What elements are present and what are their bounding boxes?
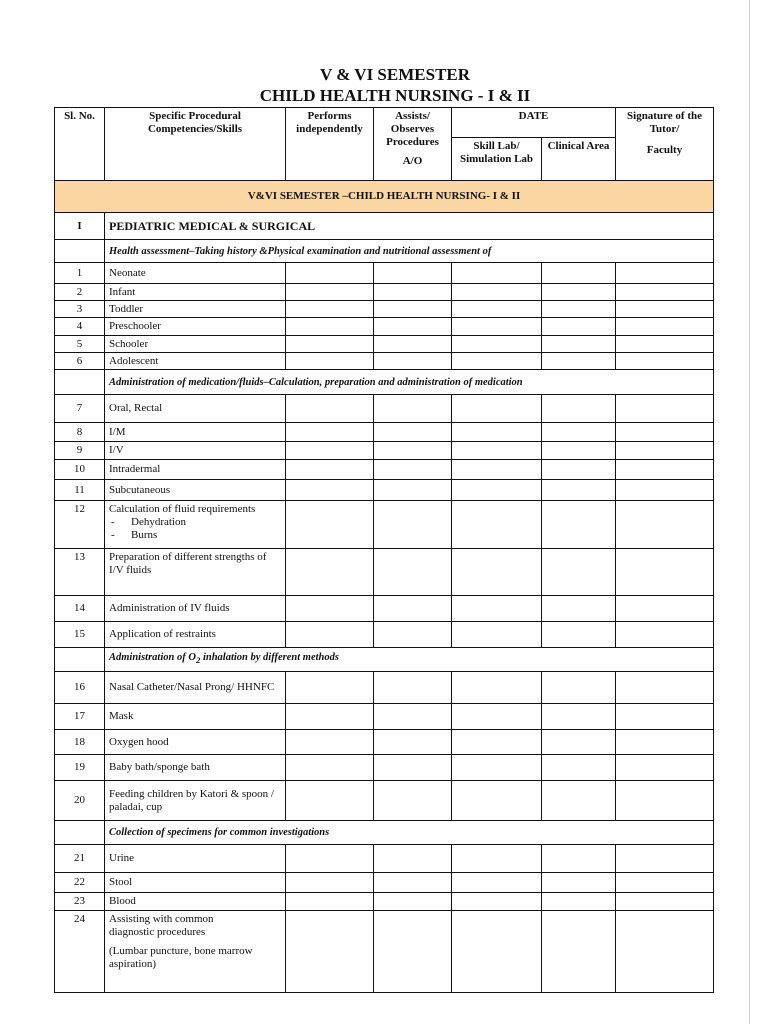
- competency-table: [54, 107, 714, 993]
- row-skill: Preschooler: [105, 318, 286, 336]
- header-clinical: Clinical Area: [542, 138, 616, 181]
- dash-item: - Burns: [111, 529, 158, 541]
- row-number: 11: [55, 480, 105, 501]
- row-skill: [105, 911, 286, 993]
- row-skill: Application of restraints: [105, 622, 286, 648]
- page-edge: [749, 0, 750, 1024]
- row-skill: Mask: [105, 704, 286, 730]
- row-skill: I/V: [105, 442, 286, 460]
- row-number: 23: [55, 893, 105, 911]
- row-skill: Oral, Rectal: [105, 395, 286, 423]
- row-number: 2: [55, 284, 105, 301]
- row-number: 16: [55, 672, 105, 704]
- row-skill: Urine: [105, 845, 286, 873]
- page-title: V & VI SEMESTER: [319, 65, 471, 84]
- subheading-oxygen: Administration of $O_2$ inhalation by different methods: [105, 648, 714, 672]
- header-date: DATE: [452, 108, 616, 138]
- row-number: 20: [55, 781, 105, 821]
- row-skill: Subcutaneous: [105, 480, 286, 501]
- row-number: 8: [55, 423, 105, 442]
- page-subtitle: CHILD HEALTH NURSING - I & II: [259, 86, 531, 105]
- row-number: 13: [55, 549, 105, 596]
- header-signature-label: Signature of the Tutor/: [627, 110, 702, 135]
- row-skill: Stool: [105, 873, 286, 893]
- header-ao: A/O: [402, 155, 423, 167]
- header-assists-label: Assists/ Observes Procedures: [386, 110, 439, 148]
- row-skill: Toddler: [105, 301, 286, 318]
- row-number: 5: [55, 336, 105, 353]
- row-skill: Nasal Catheter/Nasal Prong/ HHNFC: [105, 672, 286, 704]
- row-number: 1: [55, 263, 105, 284]
- row-skill: Infant: [105, 284, 286, 301]
- row-skill: Schooler: [105, 336, 286, 353]
- row-skill: I/M: [105, 423, 286, 442]
- subheading-medication: Administration of medication/fluids–Calculation, preparation and administration of medication: [105, 370, 714, 395]
- row-number: 19: [55, 755, 105, 781]
- row-number: 9: [55, 442, 105, 460]
- row-skill: Baby bath/sponge bath: [105, 755, 286, 781]
- subheading-health-assessment: Health assessment–Taking history &Physical examination and nutritional assessment of: [105, 240, 714, 263]
- row-number: 21: [55, 845, 105, 873]
- row-number: 10: [55, 460, 105, 480]
- row-number: 6: [55, 353, 105, 370]
- row-skill: Preparation of different strengths of I/V fluids: [105, 549, 286, 596]
- row-number: 17: [55, 704, 105, 730]
- section-number: I: [55, 213, 105, 240]
- row-number: 24: [55, 911, 105, 993]
- row-skill-note: (Lumbar puncture, bone marrow aspiration): [109, 945, 253, 970]
- row-skill: Oxygen hood: [105, 730, 286, 755]
- subheading-specimens: Collection of specimens for common investigations: [105, 821, 714, 845]
- row-number: 18: [55, 730, 105, 755]
- header-skills: Specific Procedural Competencies/Skills: [105, 108, 286, 181]
- row-number: 14: [55, 596, 105, 622]
- header-skill-lab: Skill Lab/ Simulation Lab: [452, 138, 542, 181]
- row-skill-label: Assisting with common diagnostic procedures: [109, 913, 214, 938]
- row-number: 22: [55, 873, 105, 893]
- row-skill-label: Calculation of fluid requirements: [109, 503, 256, 515]
- row-skill: Administration of IV fluids: [105, 596, 286, 622]
- header-performs: Performs independently: [286, 108, 374, 181]
- row-skill: Blood: [105, 893, 286, 911]
- header-sl-no: Sl. No.: [55, 108, 105, 181]
- row-skill: Intradermal: [105, 460, 286, 480]
- row-number: 7: [55, 395, 105, 423]
- row-skill: Adolescent: [105, 353, 286, 370]
- row-number: 4: [55, 318, 105, 336]
- row-number: 12: [55, 501, 105, 549]
- row-skill: [105, 501, 286, 549]
- header-signature: [616, 108, 714, 181]
- row-skill: Feeding children by Katori & spoon / paladai, cup: [105, 781, 286, 821]
- row-number: 15: [55, 622, 105, 648]
- header-faculty: Faculty: [646, 144, 683, 156]
- section-title: PEDIATRIC MEDICAL & SURGICAL: [105, 213, 714, 240]
- row-skill: Neonate: [105, 263, 286, 284]
- header-assists: [374, 108, 452, 181]
- dash-item: - Dehydration: [111, 516, 186, 528]
- row-number: 3: [55, 301, 105, 318]
- semester-band: V&VI SEMESTER –CHILD HEALTH NURSING- I & II: [55, 181, 714, 213]
